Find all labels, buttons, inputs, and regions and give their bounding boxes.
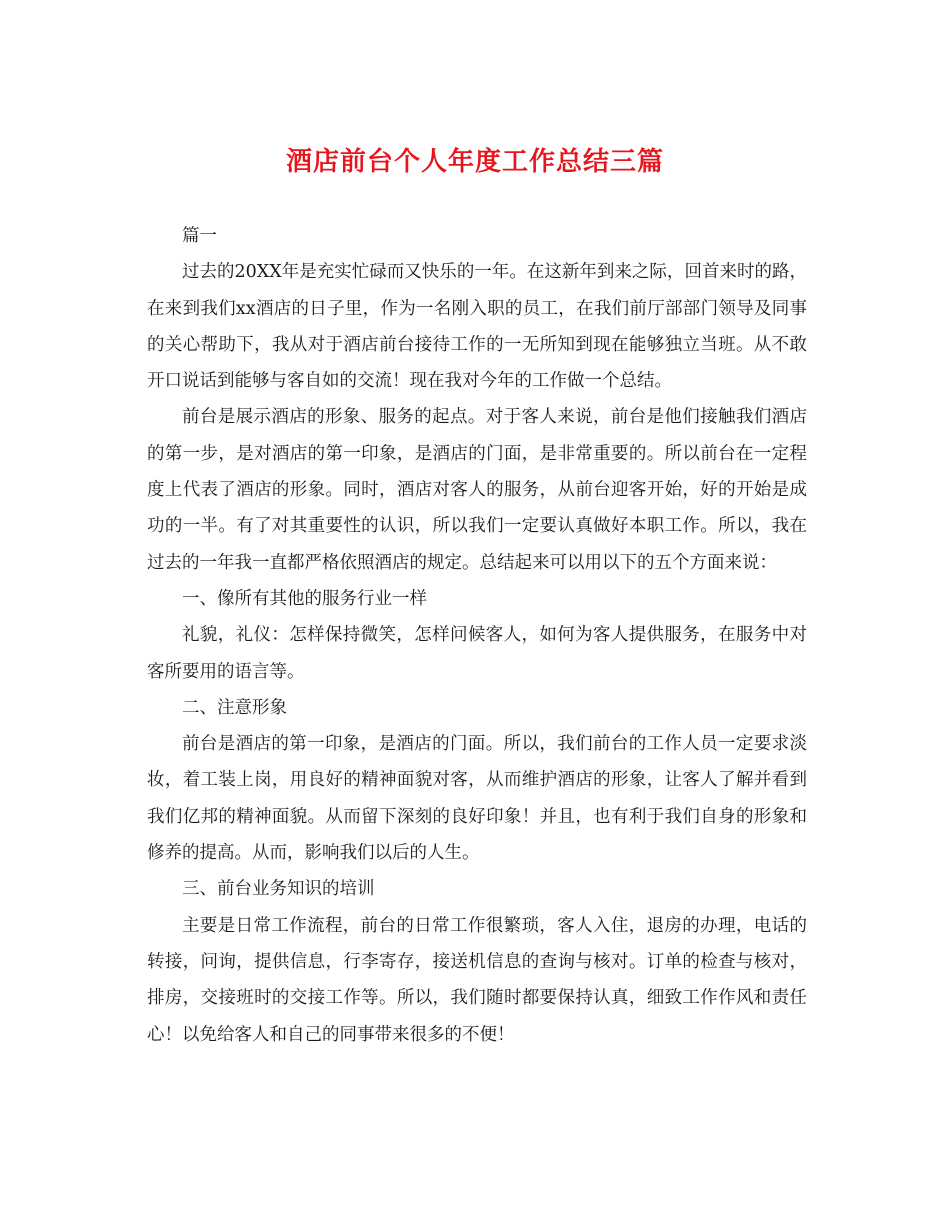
document-title: 酒店前台个人年度工作总结三篇	[285, 147, 664, 177]
list-heading-1: 一、像所有其他的服务行业一样	[182, 588, 427, 609]
paragraph-etiquette: 礼貌，礼仪：怎样保持微笑，怎样问候客人，如何为客人提供服务，在服务中对客所要用的语言等。	[147, 625, 807, 682]
list-heading-2: 二、注意形象	[182, 697, 287, 718]
paragraph-image: 前台是酒店的第一印象，是酒店的门面。所以，我们前台的工作人员一定要求淡妆，着工装上岗，用良好的精神面貌对客，从而维护酒店的形象，让客人了解并看到我们亿邦的精神面貌。从而留下深刻的良好印象！并且，也有利于我们自身的形象和修养的提高。从而，影响我们以后的人生。	[147, 734, 807, 864]
paragraph-intro: 过去的20XX年是充实忙碌而又快乐的一年。在这新年到来之际，回首来时的路，在来到我们xx酒店的日子里，作为一名刚入职的员工，在我们前厅部部门领导及同事的关心帮助下，我从对于酒店前台接待工作的一无所知到现在能够独立当班。从不敢开口说话到能够与客自如的交流！现在我对今年的工作做一个总结。	[147, 262, 807, 392]
list-heading-3: 三、前台业务知识的培训	[182, 879, 375, 900]
paragraph-front-desk-importance: 前台是展示酒店的形象、服务的起点。对于客人来说，前台是他们接触我们酒店的第一步，是对酒店的第一印象，是酒店的门面，是非常重要的。所以前台在一定程度上代表了酒店的形象。同时，酒店对客人的服务，从前台迎客开始，好的开始是成功的一半。有了对其重要性的认识，所以我们一定要认真做好本职工作。所以，我在过去的一年我一直都严格依照酒店的规定。总结起来可以用以下的五个方面来说：	[147, 407, 807, 573]
paragraph-training: 主要是日常工作流程，前台的日常工作很繁琐，客人入住，退房的办理，电话的转接，问询，提供信息，行李寄存，接送机信息的查询与核对。订单的检查与核对，排房，交接班时的交接工作等。所以，我们随时都要保持认真，细致工作作风和责任心！以免给客人和自己的同事带来很多的不便！	[147, 915, 807, 1045]
document-body	[147, 218, 807, 1053]
section-heading-part-one: 篇一	[182, 226, 217, 246]
